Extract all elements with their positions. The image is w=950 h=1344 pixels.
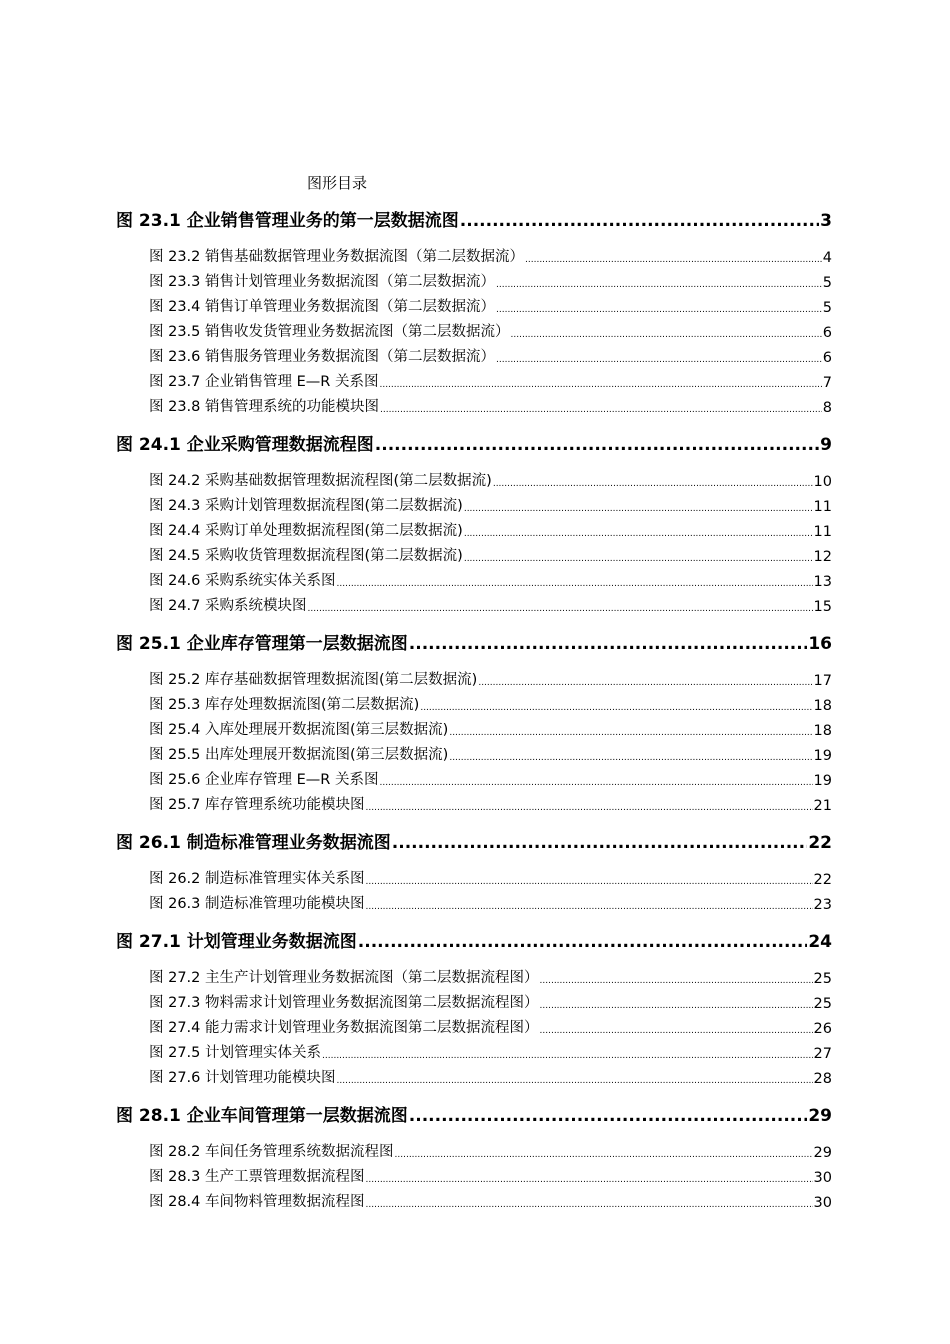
toc-page-number: 19: [813, 773, 832, 789]
toc-page-number: 27: [813, 1046, 832, 1062]
dot-leader: [540, 996, 813, 1012]
toc-page-number: 24: [808, 932, 832, 952]
toc-entry-label: 图 23.5 销售收发货管理业务数据流图（第二层数据流）: [149, 324, 510, 340]
toc-entry-label: 图 28.1 企业车间管理第一层数据流图: [116, 1106, 408, 1126]
toc-page-number: 6: [822, 325, 832, 341]
dot-leader: [420, 698, 812, 714]
toc-page-number: 7: [822, 375, 832, 391]
dot-leader: [366, 1195, 813, 1211]
toc-page-number: 28: [813, 1071, 832, 1087]
dot-leader: [409, 1106, 808, 1126]
dot-leader: [464, 524, 813, 540]
toc-page-number: 22: [813, 872, 832, 888]
toc-entry[interactable]: [149, 768, 832, 789]
toc-entry-label: 图 28.3 生产工票管理数据流程图: [149, 1169, 365, 1185]
toc-page-number: 15: [813, 599, 832, 615]
toc-entry-label: 图 25.2 库存基础数据管理数据流图(第二层数据流): [149, 672, 478, 688]
dot-leader: [525, 250, 822, 266]
toc-page-number: 10: [813, 474, 832, 490]
dot-leader: [366, 872, 813, 888]
dot-leader: [358, 932, 808, 952]
toc-entry-heading[interactable]: [116, 828, 832, 853]
toc-page-number: 26: [813, 1021, 832, 1037]
toc-entry[interactable]: [149, 1140, 832, 1161]
toc-entry-label: 图 26.1 制造标准管理业务数据流图: [116, 833, 391, 853]
toc-page-number: 25: [813, 996, 832, 1012]
toc-entry[interactable]: [149, 1190, 832, 1211]
toc-entry-label: 图 24.7 采购系统模块图: [149, 598, 307, 614]
toc-entry[interactable]: [149, 693, 832, 714]
toc-page-number: 16: [808, 634, 832, 654]
toc-entry-label: 图 24.6 采购系统实体关系图: [149, 573, 336, 589]
dot-leader: [464, 549, 813, 565]
toc-entry-label: 图 24.4 采购订单处理数据流程图(第二层数据流): [149, 523, 463, 539]
toc-page-number: 29: [808, 1106, 832, 1126]
toc-entry[interactable]: [149, 1016, 832, 1037]
toc-page-number: 30: [813, 1170, 832, 1186]
toc-entry-label: 图 26.3 制造标准管理功能模块图: [149, 896, 365, 912]
toc-page-number: 3: [820, 211, 832, 231]
dot-leader: [322, 1046, 813, 1062]
dot-leader: [392, 833, 808, 853]
toc-page-number: 22: [808, 833, 832, 853]
toc-page-number: 18: [813, 698, 832, 714]
toc-page-number: 12: [813, 549, 832, 565]
toc-entry-label: 图 27.4 能力需求计划管理业务数据流图第二层数据流程图）: [149, 1020, 539, 1036]
toc-entry-heading[interactable]: [116, 206, 832, 231]
toc-entry[interactable]: [149, 867, 832, 888]
toc-entry[interactable]: [149, 519, 832, 540]
toc-entry[interactable]: [149, 966, 832, 987]
toc-entry-label: 图 27.3 物料需求计划管理业务数据流图第二层数据流程图）: [149, 995, 539, 1011]
toc-entry-heading[interactable]: [116, 1101, 832, 1126]
dot-leader: [337, 574, 813, 590]
toc-page-number: 11: [813, 524, 832, 540]
toc-page-number: 13: [813, 574, 832, 590]
toc-page-number: 17: [813, 673, 832, 689]
dot-leader: [496, 275, 822, 291]
dot-leader: [540, 1021, 813, 1037]
toc-entry-label: 图 23.1 企业销售管理业务的第一层数据流图: [116, 211, 459, 231]
toc-entry[interactable]: [149, 245, 832, 266]
toc-entry-label: 图 25.1 企业库存管理第一层数据流图: [116, 634, 408, 654]
toc-entry[interactable]: [149, 743, 832, 764]
toc-entry-label: 图 25.6 企业库存管理 E—R 关系图: [149, 772, 379, 788]
dot-leader: [540, 971, 813, 987]
dot-leader: [380, 400, 822, 416]
toc-entry[interactable]: [149, 718, 832, 739]
toc-page-number: 9: [820, 435, 832, 455]
toc-entry[interactable]: [149, 1165, 832, 1186]
toc-entry[interactable]: [149, 395, 832, 416]
toc-entry-label: 图 25.5 出库处理展开数据流图(第三层数据流): [149, 747, 449, 763]
toc-entry-label: 图 26.2 制造标准管理实体关系图: [149, 871, 365, 887]
dot-leader: [460, 211, 819, 231]
toc-entry[interactable]: [149, 320, 832, 341]
dot-leader: [366, 1170, 813, 1186]
toc-entry-label: 图 28.2 车间任务管理系统数据流程图: [149, 1144, 394, 1160]
toc-page-number: 5: [822, 300, 832, 316]
toc-entry-label: 图 28.4 车间物料管理数据流程图: [149, 1194, 365, 1210]
dot-leader: [379, 773, 812, 789]
toc-page-number: 19: [813, 748, 832, 764]
toc-entry-label: 图 23.6 销售服务管理业务数据流图（第二层数据流）: [149, 349, 496, 365]
dot-leader: [366, 798, 813, 814]
toc-page-number: 5: [822, 275, 832, 291]
toc-entry[interactable]: [149, 295, 832, 316]
toc-entry-heading[interactable]: [116, 629, 832, 654]
toc-page-number: 23: [813, 897, 832, 913]
toc-entry[interactable]: [149, 892, 832, 913]
toc-entry-label: 图 25.4 入库处理展开数据流图(第三层数据流): [149, 722, 449, 738]
toc-entry[interactable]: [149, 1041, 832, 1062]
toc-entry-label: 图 25.7 库存管理系统功能模块图: [149, 797, 365, 813]
toc-entry[interactable]: [149, 345, 832, 366]
dot-leader: [464, 499, 813, 515]
toc-page-number: 8: [822, 400, 832, 416]
toc-page-number: 29: [813, 1145, 832, 1161]
toc-entry-label: 图 27.1 计划管理业务数据流图: [116, 932, 357, 952]
toc-page-number: 30: [813, 1195, 832, 1211]
toc-entry[interactable]: [149, 544, 832, 565]
dot-leader: [395, 1145, 813, 1161]
toc-entry[interactable]: [149, 270, 832, 291]
toc-entry-label: 图 23.2 销售基础数据管理业务数据流图（第二层数据流）: [149, 249, 525, 265]
dot-leader: [449, 723, 812, 739]
toc-entry-label: 图 27.2 主生产计划管理业务数据流图（第二层数据流程图）: [149, 970, 539, 986]
toc-page-number: 18: [813, 723, 832, 739]
dot-leader: [496, 350, 822, 366]
toc-entry[interactable]: [149, 370, 832, 391]
toc-entry[interactable]: [149, 494, 832, 515]
toc-entry[interactable]: [149, 668, 832, 689]
toc-page-number: 4: [822, 250, 832, 266]
dot-leader: [308, 599, 813, 615]
toc-page-number: 25: [813, 971, 832, 987]
dot-leader: [478, 673, 812, 689]
toc-entry[interactable]: [149, 991, 832, 1012]
toc-entry-label: 图 24.5 采购收货管理数据流程图(第二层数据流): [149, 548, 463, 564]
toc-entry-label: 图 23.8 销售管理系统的功能模块图: [149, 399, 380, 415]
toc-entry[interactable]: [149, 594, 832, 615]
toc-entry-label: 图 23.3 销售计划管理业务数据流图（第二层数据流）: [149, 274, 496, 290]
toc-entry[interactable]: [149, 1066, 832, 1087]
dot-leader: [366, 897, 813, 913]
toc-entry-heading[interactable]: [116, 927, 832, 952]
toc-entry-label: 图 27.5 计划管理实体关系: [149, 1045, 322, 1061]
toc-title: 图形目录: [307, 174, 368, 192]
toc-entry[interactable]: [149, 569, 832, 590]
dot-leader: [379, 375, 821, 391]
toc-entry-heading[interactable]: [116, 430, 832, 455]
toc-entry-label: 图 23.7 企业销售管理 E—R 关系图: [149, 374, 379, 390]
toc-entry-label: 图 24.3 采购计划管理数据流程图(第二层数据流): [149, 498, 463, 514]
toc-entry-label: 图 24.1 企业采购管理数据流程图: [116, 435, 374, 455]
toc-entry[interactable]: [149, 469, 832, 490]
dot-leader: [449, 748, 812, 764]
dot-leader: [493, 474, 813, 490]
toc-entry-label: 图 27.6 计划管理功能模块图: [149, 1070, 336, 1086]
dot-leader: [511, 325, 822, 341]
dot-leader: [337, 1071, 813, 1087]
toc-page-number: 11: [813, 499, 832, 515]
toc-page-number: 21: [813, 798, 832, 814]
toc-entry-label: 图 23.4 销售订单管理业务数据流图（第二层数据流）: [149, 299, 496, 315]
dot-leader: [409, 634, 808, 654]
toc-entry[interactable]: [149, 793, 832, 814]
dot-leader: [496, 300, 822, 316]
toc-entry-label: 图 24.2 采购基础数据管理数据流程图(第二层数据流): [149, 473, 492, 489]
toc-entry-label: 图 25.3 库存处理数据流图(第二层数据流): [149, 697, 420, 713]
toc-page-number: 6: [822, 350, 832, 366]
dot-leader: [375, 435, 819, 455]
